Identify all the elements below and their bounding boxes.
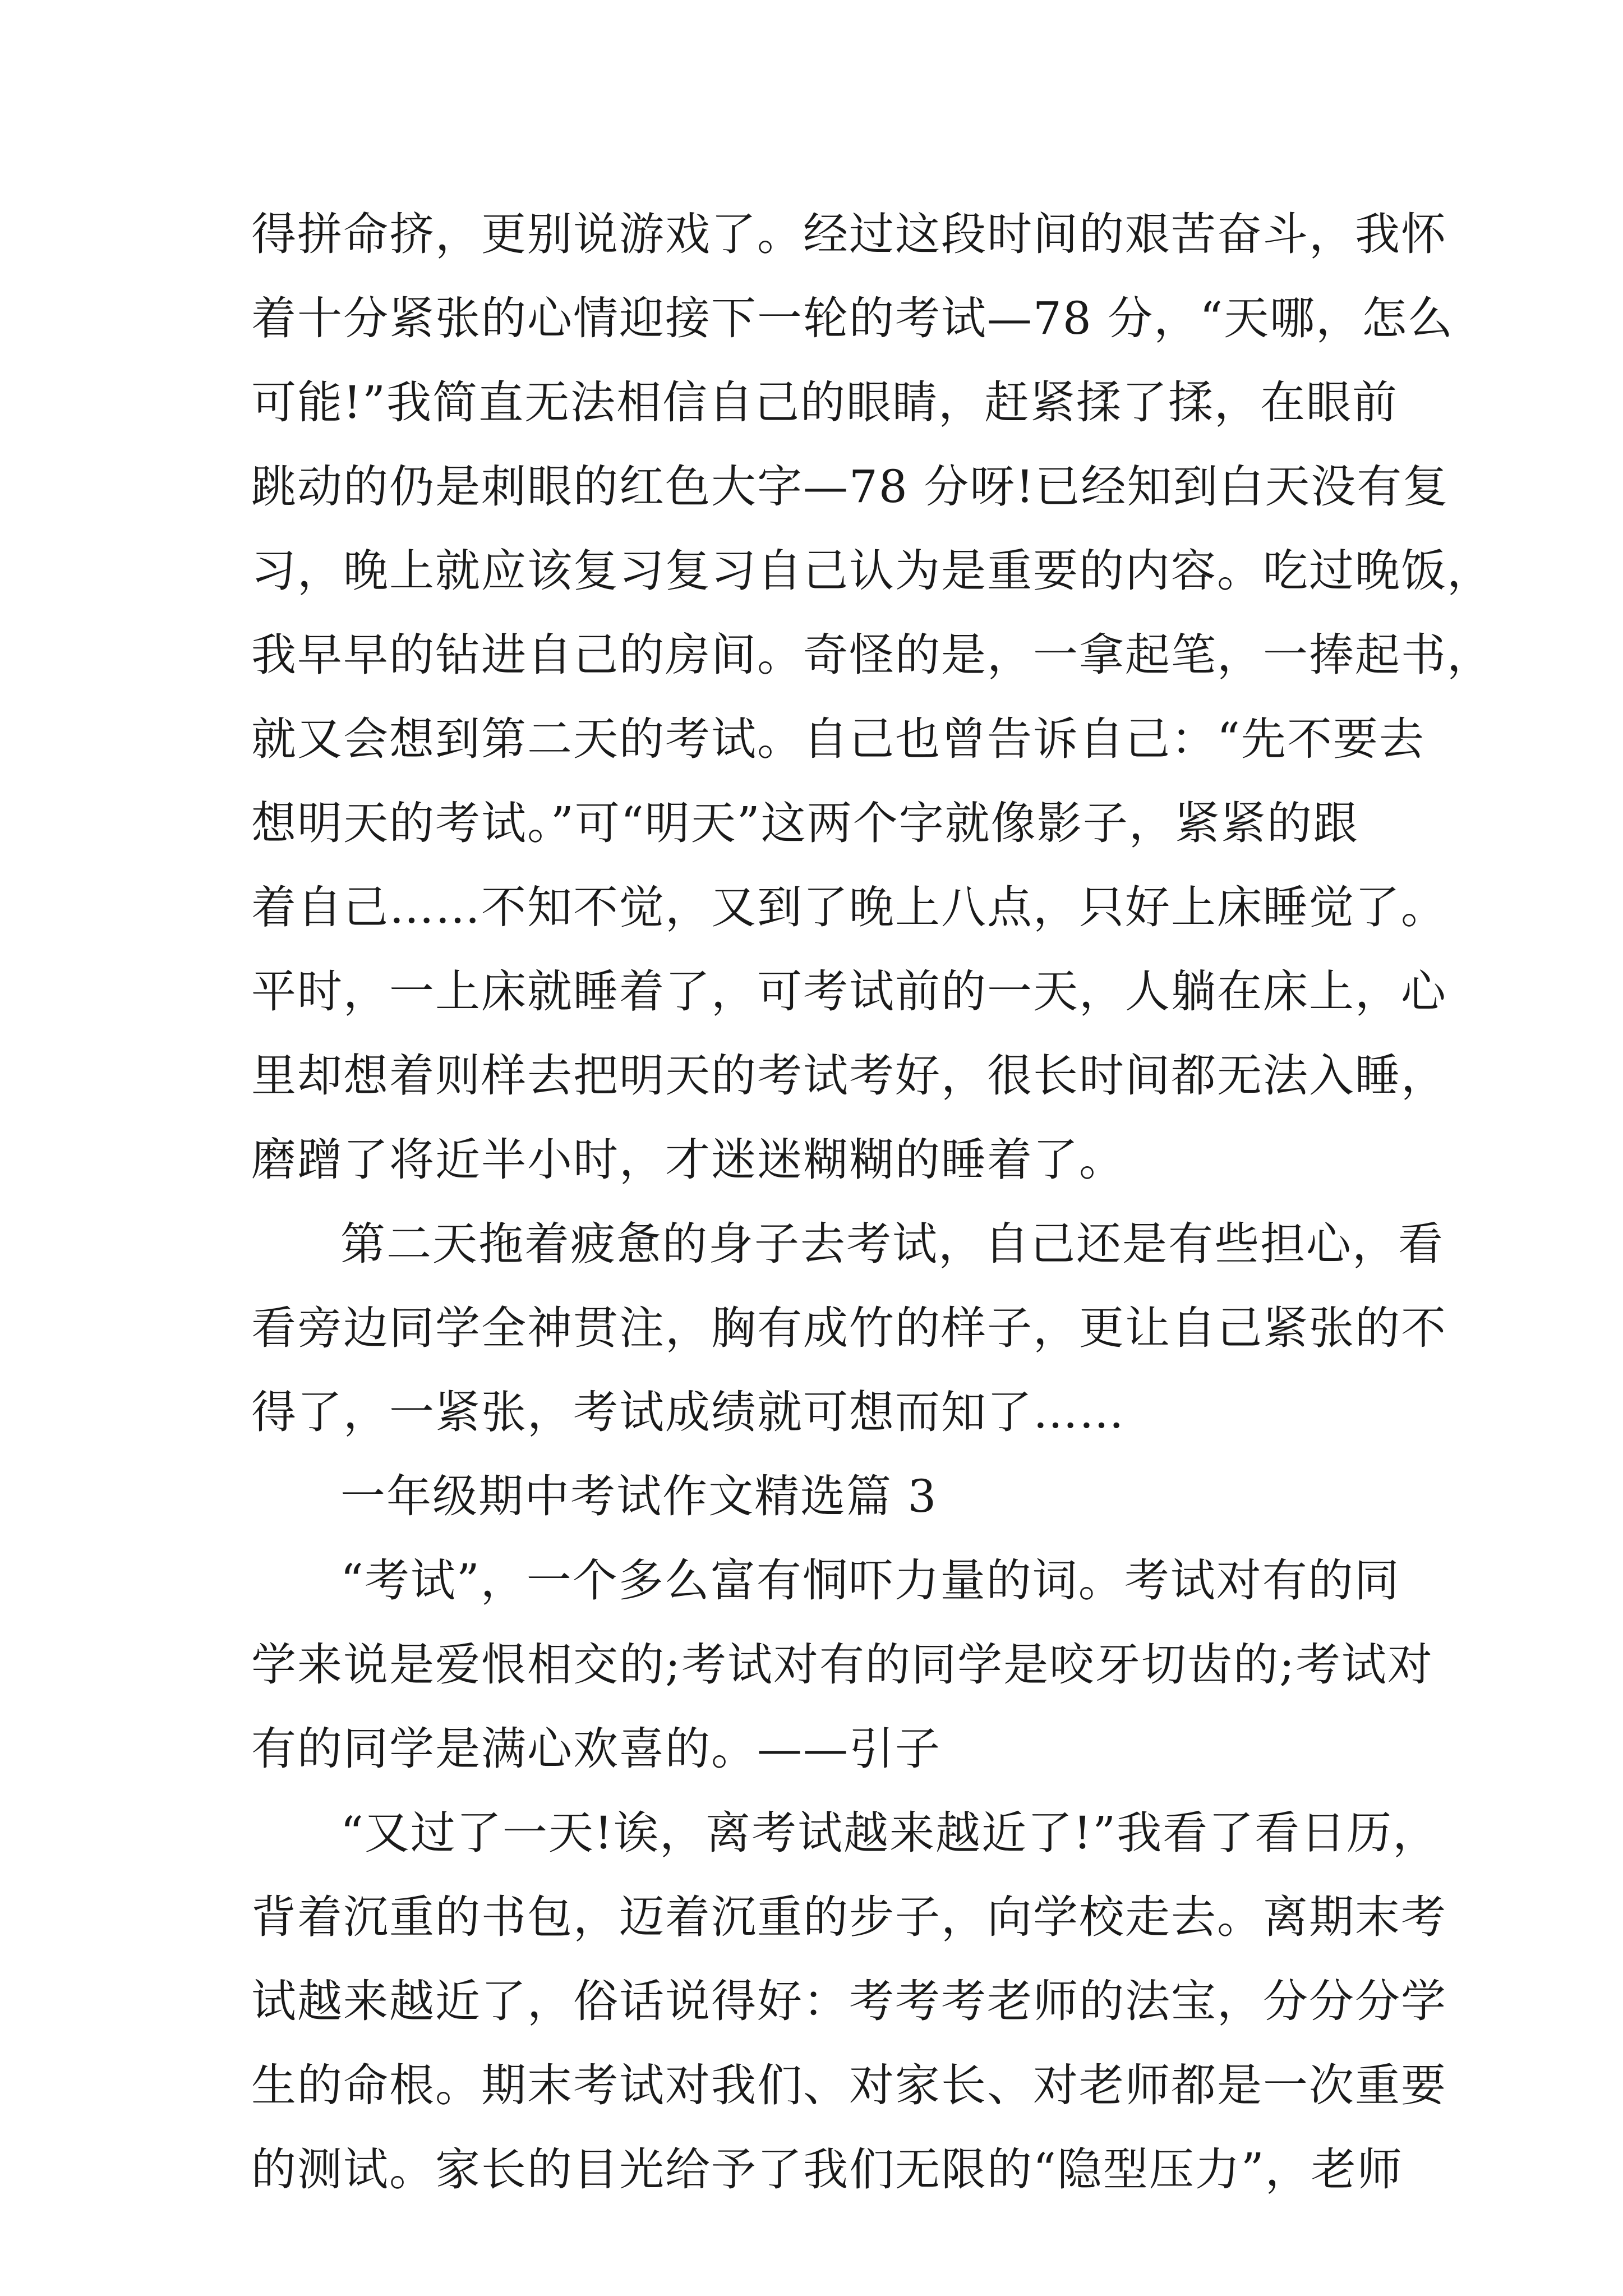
- text-line-24: 的测试。家长的目光给予了我们无限的“隐型压力”，老师: [251, 2143, 1403, 2196]
- text-line-20: “又过了一天!诶，离考试越来越近了!”我看了看日历，: [340, 1807, 1439, 1859]
- text-line-15: 得了，一紧张，考试成绩就可想而知了……: [251, 1386, 1125, 1438]
- text-line-19: 有的同学是满心欢喜的。——引子: [251, 1723, 941, 1775]
- text-line-12: 磨蹭了将近半小时，才迷迷糊糊的睡着了。: [251, 1134, 1125, 1186]
- text-line-13: 第二天拖着疲惫的身子去考试，自己还是有些担心，看: [340, 1218, 1444, 1270]
- text-line-11: 里却想着则样去把明天的考试考好，很长时间都无法入睡，: [251, 1050, 1447, 1102]
- text-line-8: 想明天的考试。”可“明天”这两个字就像影子，紧紧的跟: [251, 797, 1359, 849]
- section-heading: 一年级期中考试作文精选篇 3: [340, 1470, 938, 1522]
- text-line-6: 我早早的钻进自己的房间。奇怪的是，一拿起笔，一捧起书，: [251, 629, 1493, 681]
- text-line-23: 生的命根。期末考试对我们、对家长、对老师都是一次重要: [251, 2059, 1447, 2111]
- text-line-22: 试越来越近了，俗话说得好：考考考老师的法宝，分分分学: [251, 1975, 1447, 2027]
- text-line-14: 看旁边同学全神贯注，胸有成竹的样子，更让自己紧张的不: [251, 1302, 1447, 1354]
- text-line-10: 平时，一上床就睡着了，可考试前的一天，人躺在床上，心: [251, 965, 1447, 1018]
- text-line-2: 着十分紧张的心情迎接下一轮的考试—78 分，“天哪，怎么: [251, 292, 1454, 344]
- text-line-18: 学来说是爱恨相交的;考试对有的同学是咬牙切齿的;考试对: [251, 1639, 1433, 1691]
- text-line-1: 得拼命挤，更别说游戏了。经过这段时间的艰苦奋斗，我怀: [251, 208, 1447, 260]
- text-line-7: 就又会想到第二天的考试。自己也曾告诉自己：“先不要去: [251, 713, 1425, 765]
- text-line-21: 背着沉重的书包，迈着沉重的步子，向学校走去。离期末考: [251, 1891, 1447, 1943]
- text-line-4: 跳动的仍是刺眼的红色大字—78 分呀!已经知到白天没有复: [251, 461, 1449, 513]
- text-line-5: 习，晚上就应该复习复习自己认为是重要的内容。吃过晚饭，: [251, 545, 1493, 597]
- text-line-3: 可能!”我简直无法相信自己的眼睛，赶紧揉了揉，在眼前: [251, 376, 1399, 429]
- text-line-17: “考试”，一个多么富有恫吓力量的词。考试对有的同: [340, 1554, 1400, 1607]
- text-line-9: 着自己……不知不觉，又到了晚上八点，只好上床睡觉了。: [251, 881, 1447, 933]
